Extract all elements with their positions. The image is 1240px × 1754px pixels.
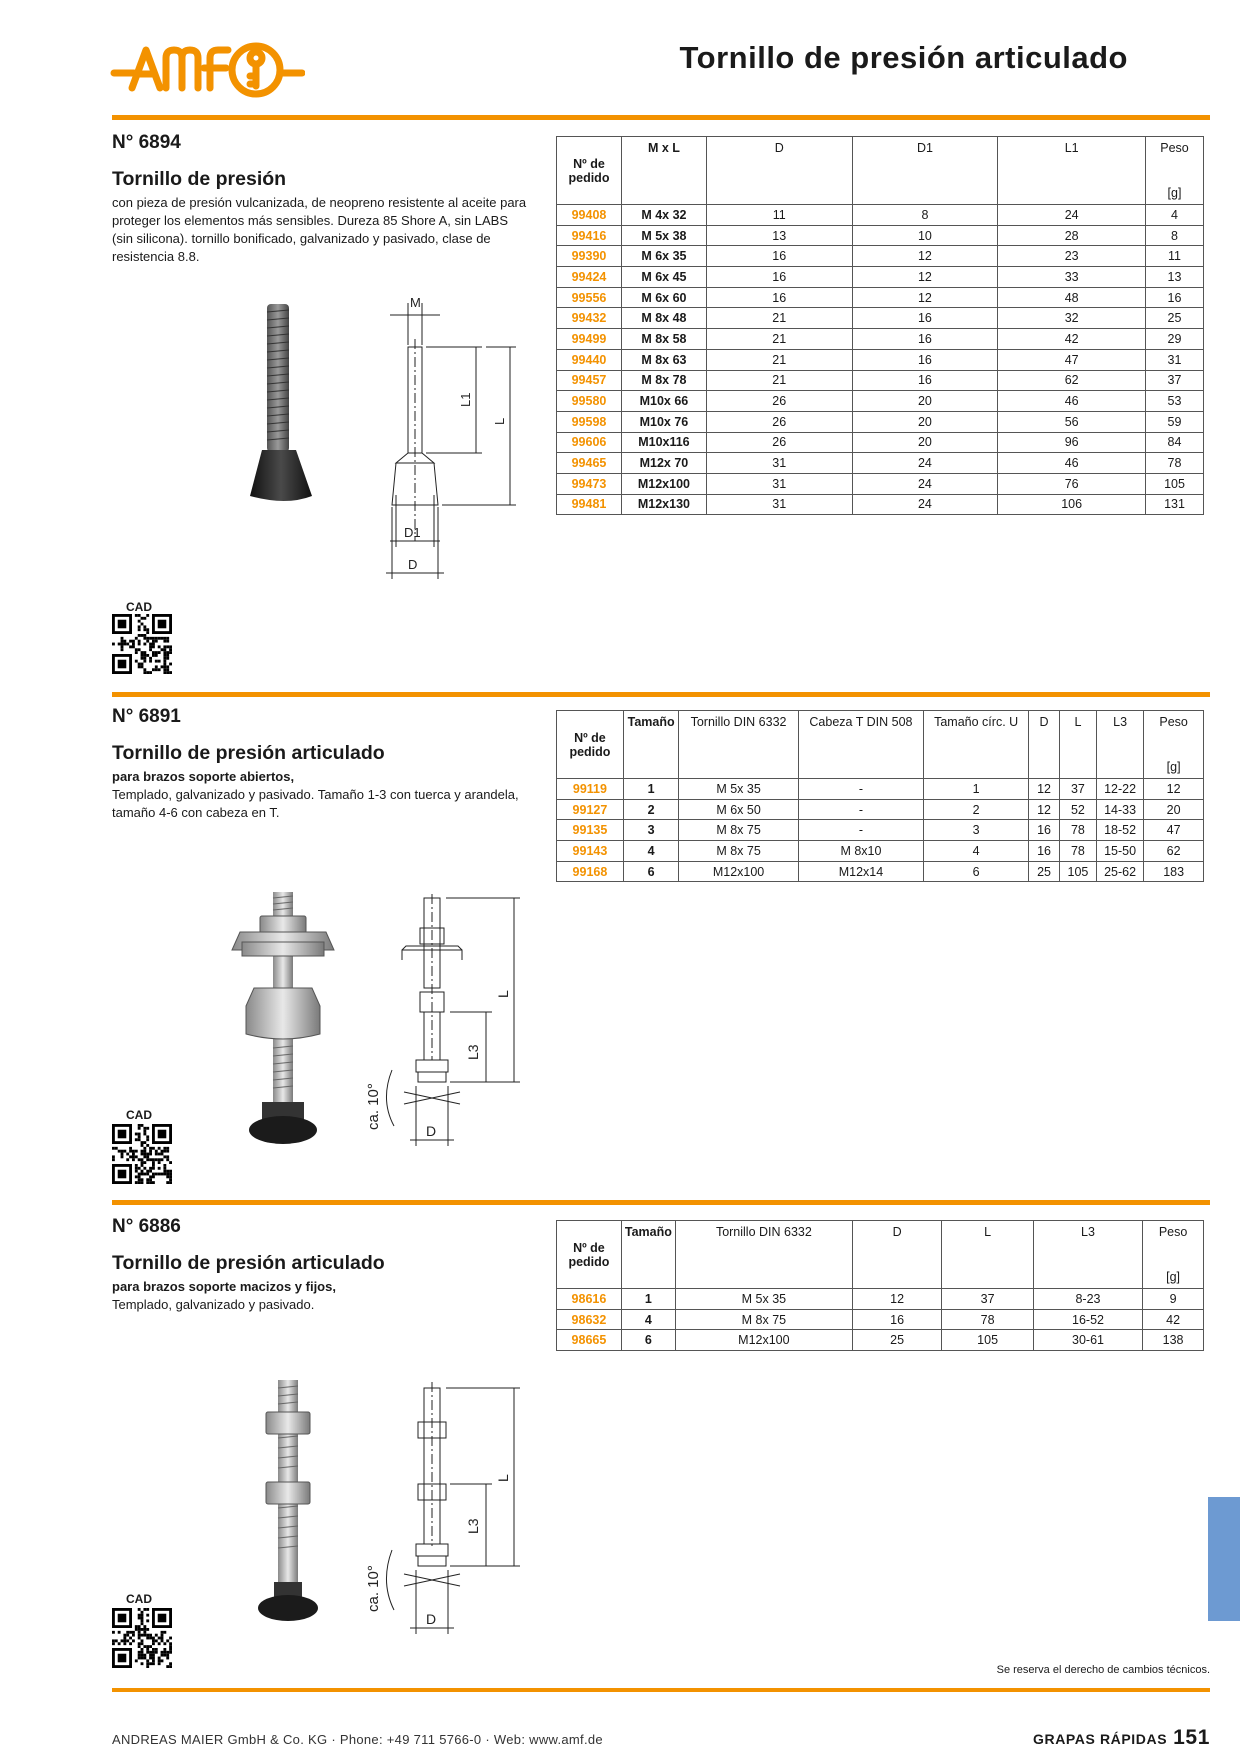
table-cell: M 8x 75 [679, 820, 798, 841]
table-cell: - [798, 820, 923, 841]
table-row [557, 391, 1204, 412]
table-cell: 16 [706, 246, 852, 267]
table-cell: 2 [623, 799, 679, 820]
table-cell: 62 [1144, 841, 1204, 862]
section-description: con pieza de presión vulcanizada, de neopreno resistente al aceite para proteger los elementos más sensibles. Dureza 85 Shore A, sin LABS (sin silicona). tornillo bonificado, galvanizado y pasivado, clase de resistencia 8.8. [112, 195, 527, 264]
table-row [557, 1289, 1204, 1310]
table-cell: M 6x 35 [621, 246, 706, 267]
amf-logo [110, 38, 305, 102]
table-cell: 105 [942, 1330, 1033, 1351]
table-cell: M 6x 60 [621, 287, 706, 308]
table-cell: 16-52 [1033, 1309, 1142, 1330]
label-l1: L1 [458, 392, 473, 407]
section-title: Tornillo de presión articulado [112, 1252, 385, 1274]
table-cell: M 5x 38 [621, 225, 706, 246]
table-cell: 24 [852, 453, 998, 474]
technical-drawing-6891 [360, 890, 535, 1160]
col-header: D [706, 137, 852, 205]
table-cell: 21 [706, 329, 852, 350]
table-cell: M 6x 50 [679, 799, 798, 820]
table-cell: 11 [1146, 246, 1204, 267]
label-m: M [410, 295, 421, 310]
table-row [557, 841, 1204, 862]
col-header: Tamaño [621, 1221, 675, 1289]
table-cell: 16 [852, 349, 998, 370]
col-header: Tamaño círc. U [924, 711, 1029, 779]
col-header: L [942, 1221, 1033, 1289]
table-cell: 16 [1029, 841, 1060, 862]
table-cell: 16 [706, 287, 852, 308]
order-number-link[interactable]: 98632 [557, 1309, 622, 1330]
order-number-link[interactable]: 99416 [557, 225, 622, 246]
table-cell: 46 [998, 391, 1146, 412]
table-cell: 42 [1143, 1309, 1204, 1330]
table-cell: 13 [1146, 267, 1204, 288]
col-header: L3 [1096, 711, 1143, 779]
table-cell: 131 [1146, 494, 1204, 515]
table-cell: M12x100 [621, 473, 706, 494]
table-cell: 106 [998, 494, 1146, 515]
section-number: N° 6886 [112, 1216, 181, 1237]
table-cell: 1 [623, 779, 679, 800]
table-cell: 78 [1059, 841, 1096, 862]
table-cell: 3 [623, 820, 679, 841]
label-l: L [495, 990, 511, 998]
table-cell: 8 [1146, 225, 1204, 246]
col-header: D1 [852, 137, 998, 205]
section-description: Templado, galvanizado y pasivado. Tamaño 1-3 con tuerca y arandela, tamaño 4-6 con cabeza en T. [112, 787, 519, 820]
table-cell: 16 [852, 329, 998, 350]
qr-code-icon[interactable] [112, 1608, 172, 1668]
table-row [557, 1309, 1204, 1330]
table-cell: 4 [924, 841, 1029, 862]
order-number-link[interactable]: 99481 [557, 494, 622, 515]
col-header: Nº de pedido [557, 711, 624, 779]
table-cell: M 8x 63 [621, 349, 706, 370]
table-cell: 6 [623, 861, 679, 882]
table-cell: 12 [1144, 779, 1204, 800]
table-row [557, 432, 1204, 453]
table-cell: 37 [1146, 370, 1204, 391]
label-l3: L3 [465, 1518, 481, 1534]
label-d1: D1 [404, 525, 421, 540]
table-cell: 78 [942, 1309, 1033, 1330]
table-cell: 29 [1146, 329, 1204, 350]
label-l: L [492, 417, 507, 425]
table-row [557, 494, 1204, 515]
order-number-link[interactable]: 99143 [557, 841, 624, 862]
label-l: L [495, 1474, 511, 1482]
table-cell: M 4x 32 [621, 205, 706, 226]
table-row [557, 267, 1204, 288]
table-cell: 18-52 [1096, 820, 1143, 841]
table-cell: 78 [1146, 453, 1204, 474]
footer-section-name: GRAPAS RÁPIDAS [1033, 1731, 1168, 1747]
table-cell: 12 [1029, 799, 1060, 820]
table-row [557, 205, 1204, 226]
table-cell: 37 [942, 1289, 1033, 1310]
section-side-tab[interactable] [1208, 1497, 1240, 1621]
table-cell: 26 [706, 432, 852, 453]
table-cell: 105 [1059, 861, 1096, 882]
order-number-link[interactable]: 99580 [557, 391, 622, 412]
table-cell: 14-33 [1096, 799, 1143, 820]
col-header: Cabeza T DIN 508 [798, 711, 923, 779]
col-header: Tamaño [623, 711, 679, 779]
qr-code-icon[interactable] [112, 614, 172, 674]
col-header: Nº de pedido [557, 1221, 622, 1289]
table-cell: 37 [1059, 779, 1096, 800]
order-number-link[interactable]: 99457 [557, 370, 622, 391]
label-d: D [408, 557, 418, 572]
section-title: Tornillo de presión articulado [112, 742, 385, 764]
table-cell: - [798, 779, 923, 800]
spec-table-6886 [556, 1220, 1204, 1351]
table-cell: 25 [852, 1330, 941, 1351]
table-cell: 42 [998, 329, 1146, 350]
table-cell: M 5x 35 [679, 779, 798, 800]
table-cell: M 8x 58 [621, 329, 706, 350]
product-photo-6894 [240, 300, 330, 510]
order-number-link[interactable]: 98616 [557, 1289, 622, 1310]
table-cell: 47 [998, 349, 1146, 370]
table-cell: 25-62 [1096, 861, 1143, 882]
table-cell: 78 [1059, 820, 1096, 841]
table-cell: M12x 70 [621, 453, 706, 474]
table-cell: 21 [706, 370, 852, 391]
table-cell: M10x 76 [621, 411, 706, 432]
section-subtitle: para brazos soporte abiertos, [112, 769, 295, 784]
table-cell: 26 [706, 411, 852, 432]
order-number-link[interactable]: 99432 [557, 308, 622, 329]
table-cell: 11 [706, 205, 852, 226]
table-row [557, 453, 1204, 474]
order-number-link[interactable]: 99424 [557, 267, 622, 288]
table-cell: M 8x 75 [675, 1309, 852, 1330]
table-cell: 47 [1144, 820, 1204, 841]
table-cell: 105 [1146, 473, 1204, 494]
order-number-link[interactable]: 98665 [557, 1330, 622, 1351]
section-number: N° 6891 [112, 706, 181, 727]
section-number: N° 6894 [112, 132, 181, 153]
section-divider [112, 692, 1210, 697]
page-number: 151 [1173, 1726, 1210, 1749]
table-cell: 4 [623, 841, 679, 862]
order-number-link[interactable]: 99473 [557, 473, 622, 494]
table-cell: 30-61 [1033, 1330, 1142, 1351]
table-cell: 33 [998, 267, 1146, 288]
table-cell: 31 [1146, 349, 1204, 370]
table-cell: 4 [1146, 205, 1204, 226]
order-number-link[interactable]: 99119 [557, 779, 624, 800]
table-cell: 96 [998, 432, 1146, 453]
table-cell: 28 [998, 225, 1146, 246]
table-row [557, 308, 1204, 329]
table-cell: 6 [621, 1330, 675, 1351]
cad-label: CAD [126, 1108, 152, 1122]
label-d: D [426, 1123, 437, 1139]
table-cell: 20 [852, 411, 998, 432]
table-cell: 16 [1146, 287, 1204, 308]
table-cell: 138 [1143, 1330, 1204, 1351]
cad-label: CAD [126, 1592, 152, 1606]
technical-drawing-6894 [360, 295, 530, 585]
footer-section [1033, 1726, 1210, 1750]
table-cell: 46 [998, 453, 1146, 474]
table-row [557, 246, 1204, 267]
table-cell: 12 [852, 1289, 941, 1310]
table-cell: 16 [852, 308, 998, 329]
col-header: M x L [621, 137, 706, 205]
section-description: Templado, galvanizado y pasivado. [112, 1297, 315, 1312]
order-number-link[interactable]: 99556 [557, 287, 622, 308]
table-cell: 53 [1146, 391, 1204, 412]
order-number-link[interactable]: 99390 [557, 246, 622, 267]
table-cell: 62 [998, 370, 1146, 391]
spec-table-6891 [556, 710, 1204, 882]
col-header: Peso [g] [1146, 137, 1204, 205]
table-cell: 6 [924, 861, 1029, 882]
col-header: Peso [g] [1143, 1221, 1204, 1289]
table-row [557, 861, 1204, 882]
table-cell: 1 [924, 779, 1029, 800]
table-cell: - [798, 799, 923, 820]
table-cell: 56 [998, 411, 1146, 432]
table-row [557, 329, 1204, 350]
table-cell: 12 [1029, 779, 1060, 800]
table-cell: 16 [852, 1309, 941, 1330]
table-row [557, 820, 1204, 841]
table-cell: M 8x 48 [621, 308, 706, 329]
spec-table-6894 [556, 136, 1204, 515]
table-row [557, 779, 1204, 800]
table-row [557, 1330, 1204, 1351]
table-cell: M12x100 [679, 861, 798, 882]
label-angle: ca. 10° [365, 1083, 382, 1130]
table-cell: 23 [998, 246, 1146, 267]
table-cell: 16 [1029, 820, 1060, 841]
table-cell: M 8x10 [798, 841, 923, 862]
table-cell: 12 [852, 267, 998, 288]
table-cell: 16 [706, 267, 852, 288]
table-cell: 31 [706, 453, 852, 474]
order-number-link[interactable]: 99408 [557, 205, 622, 226]
table-cell: 4 [621, 1309, 675, 1330]
table-cell: 183 [1144, 861, 1204, 882]
table-row [557, 287, 1204, 308]
order-number-link[interactable]: 99168 [557, 861, 624, 882]
table-cell: 31 [706, 473, 852, 494]
table-cell: 31 [706, 494, 852, 515]
section-title: Tornillo de presión [112, 168, 287, 190]
table-cell: M 8x 75 [679, 841, 798, 862]
order-number-link[interactable]: 99127 [557, 799, 624, 820]
qr-code-icon[interactable] [112, 1124, 172, 1184]
table-cell: 3 [924, 820, 1029, 841]
table-cell: M 5x 35 [675, 1289, 852, 1310]
section-subtitle: para brazos soporte macizos y fijos, [112, 1279, 336, 1294]
table-cell: 20 [852, 391, 998, 412]
table-cell: 21 [706, 349, 852, 370]
table-cell: 12 [852, 246, 998, 267]
footer-divider [112, 1688, 1210, 1692]
order-number-link[interactable]: 99598 [557, 411, 622, 432]
table-cell: M12x14 [798, 861, 923, 882]
col-header: L3 [1033, 1221, 1142, 1289]
order-number-link[interactable]: 99499 [557, 329, 622, 350]
table-cell: 84 [1146, 432, 1204, 453]
table-cell: 24 [852, 473, 998, 494]
cad-label: CAD [126, 600, 152, 614]
section-divider [112, 1200, 1210, 1205]
label-l3: L3 [465, 1044, 481, 1060]
order-number-link[interactable]: 99440 [557, 349, 622, 370]
table-row [557, 473, 1204, 494]
col-header: Tornillo DIN 6332 [679, 711, 798, 779]
label-angle: ca. 10° [365, 1565, 382, 1612]
table-cell: 48 [998, 287, 1146, 308]
label-d: D [426, 1611, 437, 1627]
table-cell: M12x100 [675, 1330, 852, 1351]
table-cell: 24 [852, 494, 998, 515]
table-cell: 12-22 [1096, 779, 1143, 800]
table-cell: 32 [998, 308, 1146, 329]
table-cell: 12 [852, 287, 998, 308]
order-number-link[interactable]: 99606 [557, 432, 622, 453]
table-cell: 26 [706, 391, 852, 412]
table-row [557, 799, 1204, 820]
table-cell: 8 [852, 205, 998, 226]
table-cell: 16 [852, 370, 998, 391]
table-cell: M10x116 [621, 432, 706, 453]
table-cell: M 8x 78 [621, 370, 706, 391]
table-row [557, 349, 1204, 370]
table-cell: 20 [1144, 799, 1204, 820]
table-cell: 8-23 [1033, 1289, 1142, 1310]
table-cell: 2 [924, 799, 1029, 820]
table-row [557, 370, 1204, 391]
col-header: Nº de pedido [557, 137, 622, 205]
table-cell: 76 [998, 473, 1146, 494]
table-cell: 21 [706, 308, 852, 329]
table-cell: 9 [1143, 1289, 1204, 1310]
table-cell: 15-50 [1096, 841, 1143, 862]
table-cell: 10 [852, 225, 998, 246]
col-header: Peso [g] [1144, 711, 1204, 779]
table-cell: 20 [852, 432, 998, 453]
table-row [557, 411, 1204, 432]
col-header: L [1059, 711, 1096, 779]
section-divider [112, 115, 1210, 120]
table-cell: 1 [621, 1289, 675, 1310]
product-photo-6891 [228, 888, 338, 1150]
col-header: L1 [998, 137, 1146, 205]
table-cell: M 6x 45 [621, 267, 706, 288]
order-number-link[interactable]: 99465 [557, 453, 622, 474]
technical-drawing-6886 [360, 1382, 535, 1642]
order-number-link[interactable]: 99135 [557, 820, 624, 841]
table-cell: 52 [1059, 799, 1096, 820]
col-header: D [852, 1221, 941, 1289]
table-cell: 13 [706, 225, 852, 246]
table-cell: M12x130 [621, 494, 706, 515]
table-cell: 24 [998, 205, 1146, 226]
footer-note: Se reserva el derecho de cambios técnicos. [996, 1664, 1210, 1676]
table-cell: 25 [1029, 861, 1060, 882]
table-cell: 25 [1146, 308, 1204, 329]
product-photo-6886 [248, 1378, 328, 1632]
footer-company: ANDREAS MAIER GmbH & Co. KG · Phone: +49 711 5766-0 · Web: www.amf.de [112, 1732, 603, 1747]
table-cell: 59 [1146, 411, 1204, 432]
col-header: D [1029, 711, 1060, 779]
page-title: Tornillo de presión articulado [679, 40, 1128, 75]
table-cell: M10x 66 [621, 391, 706, 412]
table-row [557, 225, 1204, 246]
col-header: Tornillo DIN 6332 [675, 1221, 852, 1289]
